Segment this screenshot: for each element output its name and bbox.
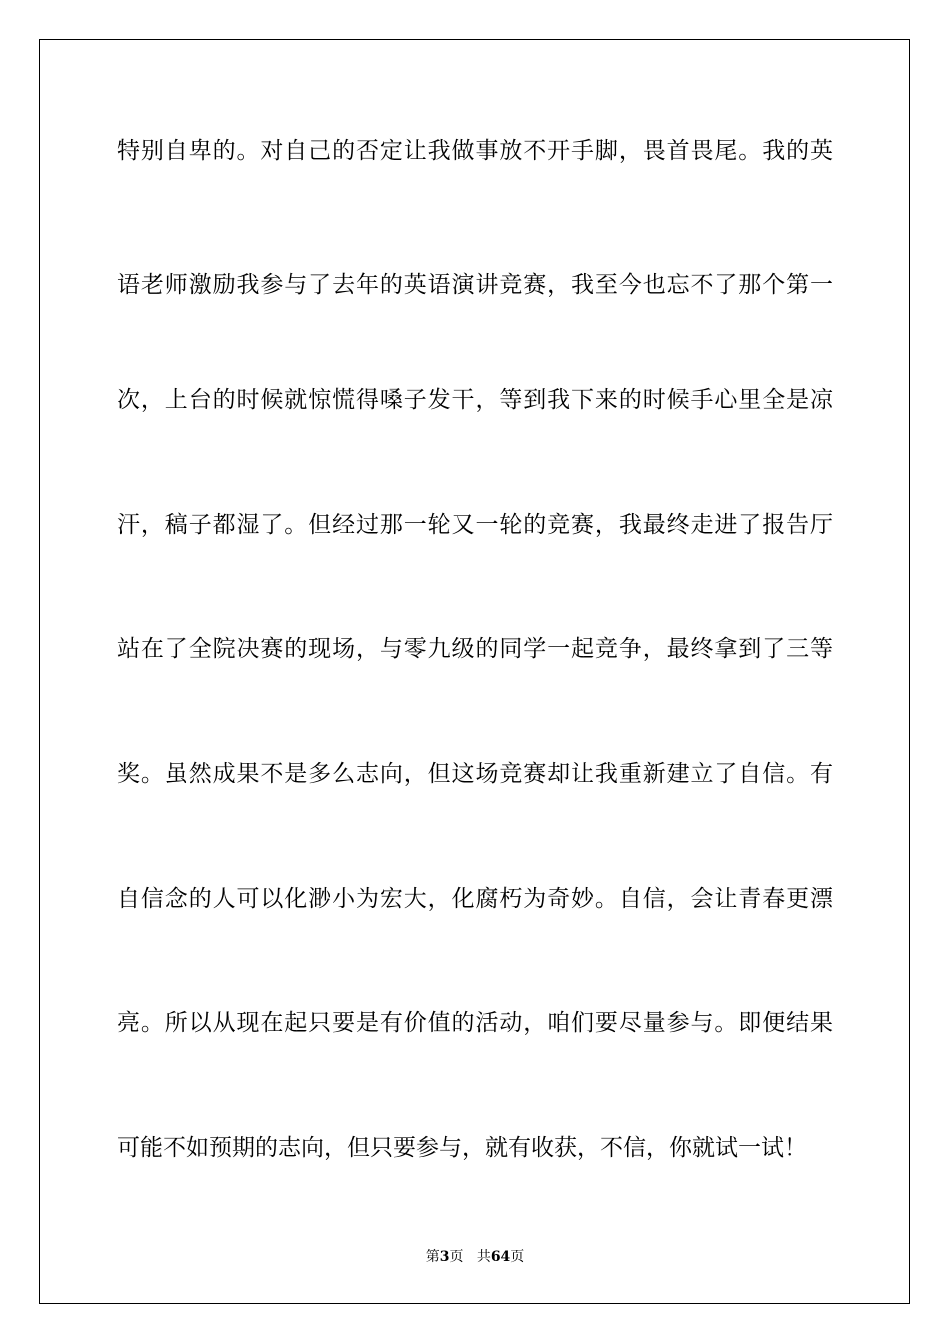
- body-text-line-5: 站在了全院决赛的现场，与零九级的同学一起竞争，最终拿到了三等: [117, 636, 833, 662]
- body-text-line-7: 自信念的人可以化渺小为宏大，化腐朽为奇妙。自信，会让青春更漂: [117, 886, 833, 912]
- footer-page-number: 3: [439, 1249, 450, 1265]
- body-text-line-1: 特别自卑的。对自己的否定让我做事放不开手脚，畏首畏尾。我的英: [117, 138, 833, 164]
- footer-total-pages: 64: [490, 1249, 511, 1265]
- body-text-line-8: 亮。所以从现在起只要是有价值的活动，咱们要尽量参与。即便结果: [117, 1010, 833, 1036]
- body-text-line-6: 奖。虽然成果不是多么志向，但这场竞赛却让我重新建立了自信。有: [117, 761, 833, 787]
- body-text-line-3: 次，上台的时候就惊慌得嗓子发干，等到我下来的时候手心里全是凉: [117, 387, 833, 413]
- body-text-line-9: 可能不如预期的志向，但只要参与，就有收获，不信，你就试一试！: [117, 1135, 807, 1161]
- footer-total-prefix: 共: [476, 1249, 491, 1265]
- page-border: [39, 39, 910, 1304]
- body-text-line-2: 语老师激励我参与了去年的英语演讲竞赛，我至今也忘不了那个第一: [117, 272, 833, 298]
- footer-page-prefix: 第: [425, 1249, 440, 1265]
- footer-total-suffix: 页: [510, 1249, 525, 1265]
- page-footer: [0, 1247, 950, 1267]
- body-text-line-4: 汗，稿子都湿了。但经过那一轮又一轮的竞赛，我最终走进了报告厅: [117, 512, 833, 538]
- footer-page-suffix: 页: [449, 1249, 464, 1265]
